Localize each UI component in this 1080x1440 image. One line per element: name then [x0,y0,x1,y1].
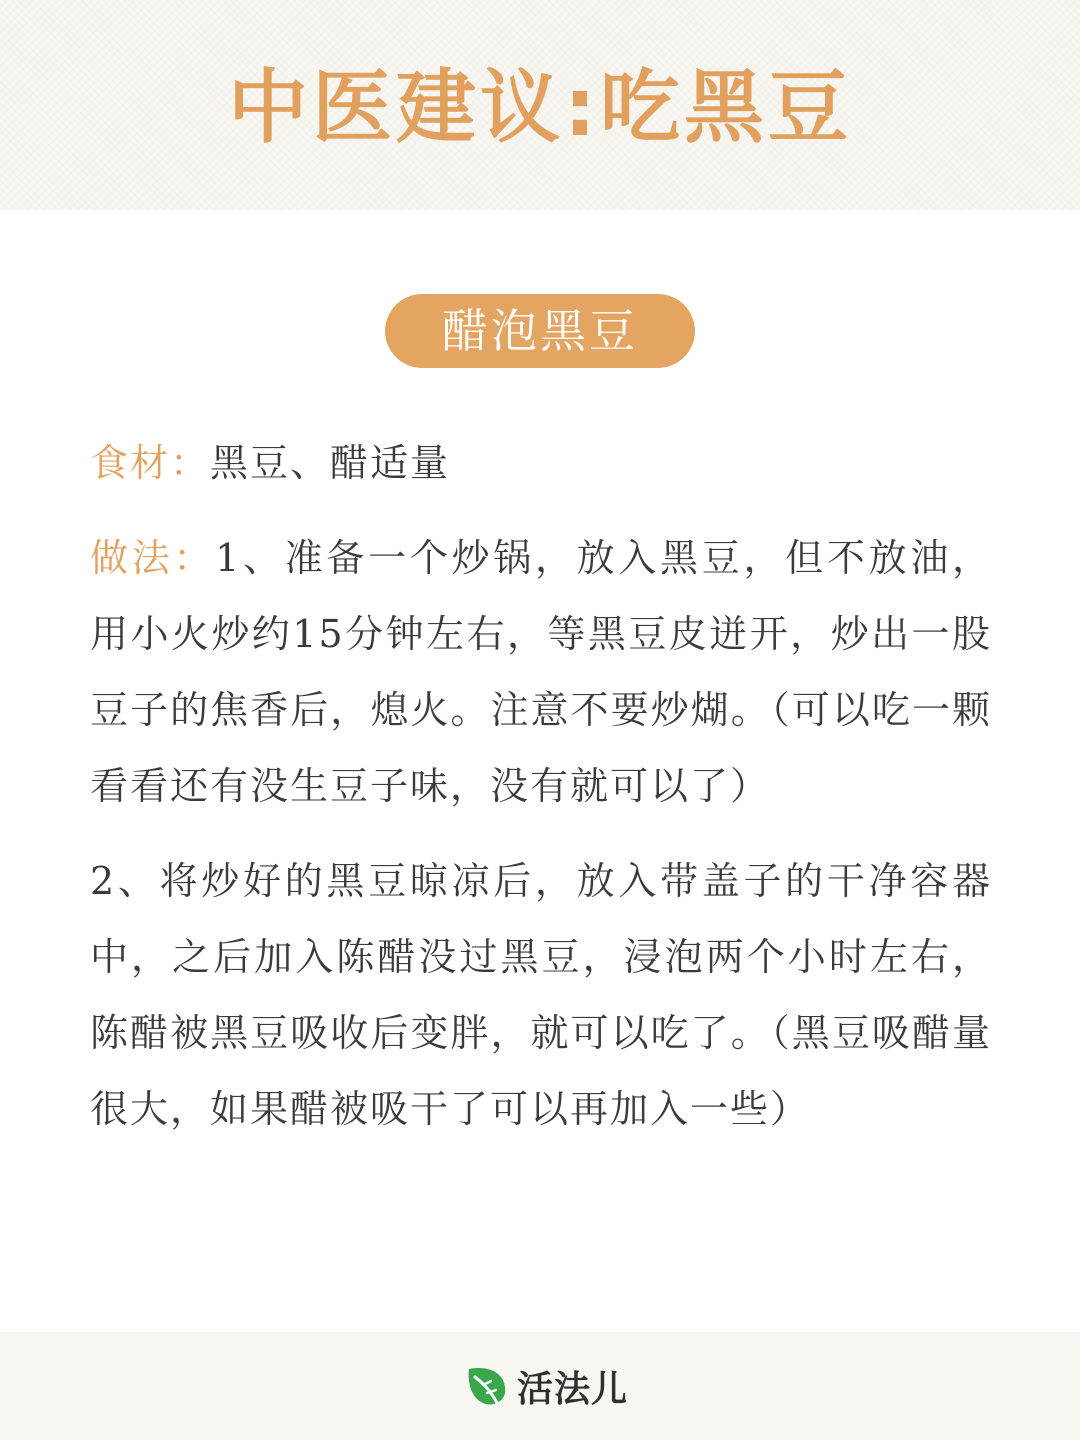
ingredients-label: 食材： [90,441,211,485]
method-step-2 [90,843,992,1147]
ingredients-text: 黑豆、醋适量 [210,441,451,485]
header-banner [0,0,1080,210]
ingredients-paragraph [90,425,992,501]
method-step-1 [90,520,992,824]
step-2-text: 2、将炒好的黑豆晾凉后，放入带盖子的干净容器中，之后加入陈醋没过黑豆，浸泡两个小时左右，陈醋被黑豆吸收后变胖，就可以吃了。（黑豆吸醋量很大，如果醋被吸干了可以再加入一些） [90,859,992,1131]
recipe-content [90,425,992,1166]
recipe-name-badge: 醋泡黑豆 [385,294,695,368]
step-1-text: 1、准备一个炒锅，放入黑豆，但不放油，用小火炒约15分钟左右，等黑豆皮迸开，炒出一股豆子的焦香后，熄火。注意不要炒煳。（可以吃一颗看看还有没生豆子味，没有就可以了） [90,536,992,808]
brand-name: 活法儿 [517,1368,629,1410]
brand-logo [465,1358,628,1414]
method-label: 做法： [90,536,216,580]
page-title: 中医建议:吃黑豆 [228,61,852,154]
leaf-icon [465,1363,511,1409]
